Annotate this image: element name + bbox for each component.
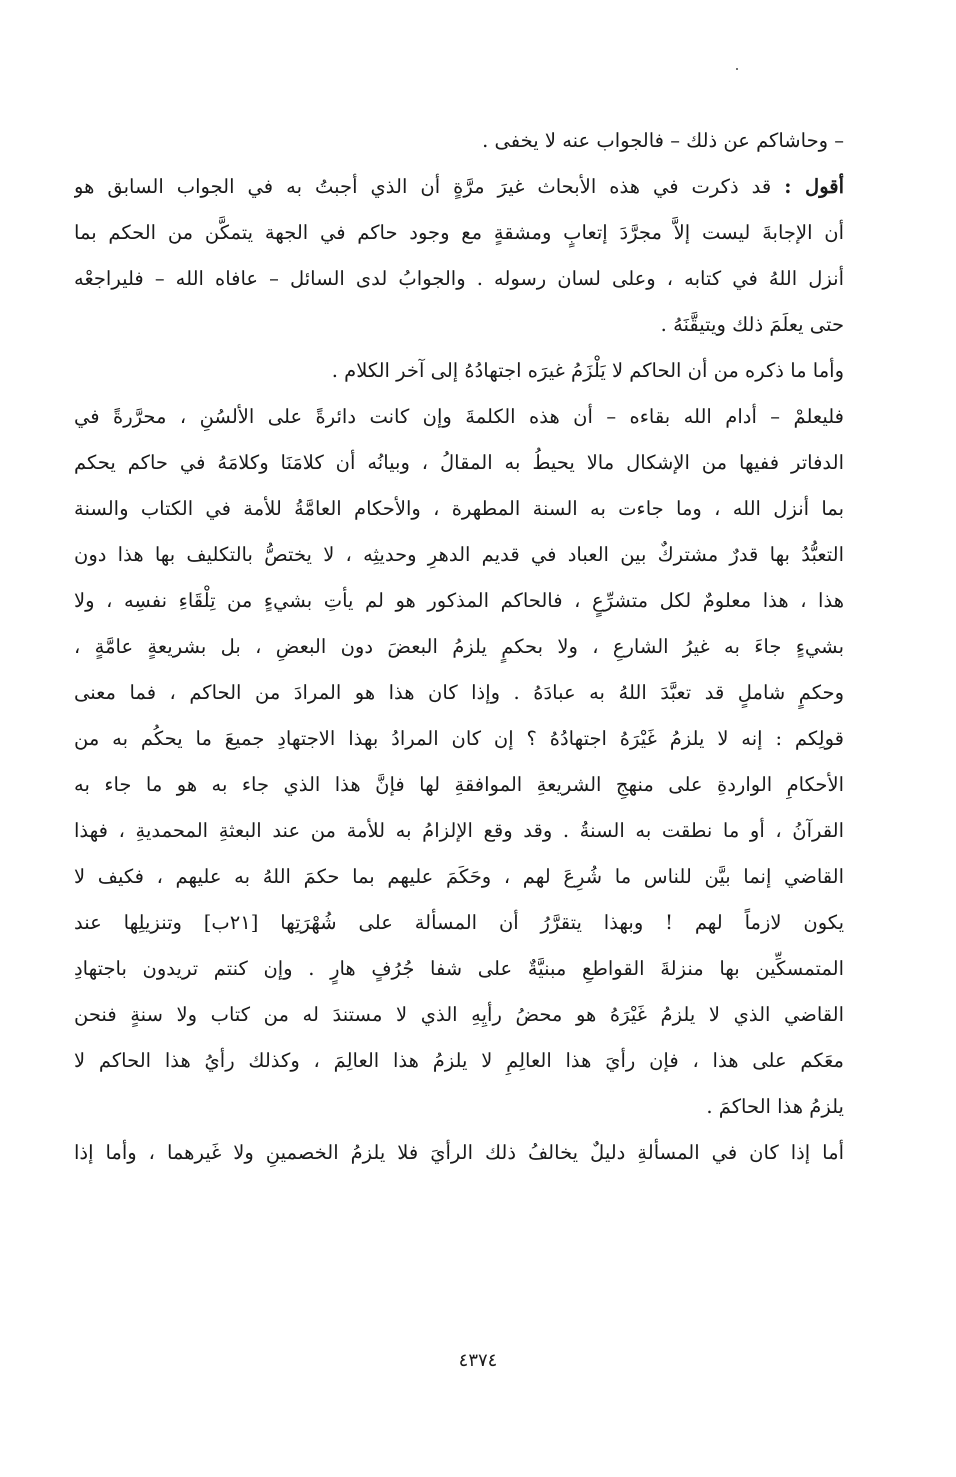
text-line-6: وأما ما ذكره من أن الحاكم لا يَلْزَمُ غيرَه اجتهادُهُ إلى آخر الكلام . (331, 359, 844, 382)
text-line-8: الدفاتر ففيها من الإشكال مالا يحيطُ به المقالُ ، وبيانُه أن كلامَنَا وكلامَهُ في حاكم يحكم (74, 451, 844, 474)
text-line-4: أنزل اللهُ في كتابه ، وعلى لسان رسوله . والجوابُ لدى السائل – عافاه الله – فليراجعْه (74, 267, 844, 290)
text-line-13: وحكمٍ شاملٍ قد تعبَّدَ اللهُ به عبادَهُ . وإذا كان هذا هو المرادَ من الحاكم ، فما معنى (74, 681, 844, 704)
page-number: ٤٣٧٤ (458, 1350, 498, 1371)
text-line-7: فليعلمْ – أدام الله بقاءه – أن هذه الكلمةَ وإن كانت دائرةً على الألسُنِ ، محرَّرةً في (74, 405, 844, 428)
scan-speck (736, 68, 738, 70)
text-line-3: أن الإجابةَ ليست إلاَّ مجرَّدَ إتعابٍ ومشقةٍ مع وجود حاكم في الجهة يتمكَّن من الحكم بما (74, 221, 844, 244)
text-line-19: المتمسكِّين بها منزلةَ القواطعِ مبنيَّةٌ على شفا جُرُفٍ هارٍ . وإن كنتم تريدون باجتهادِ (74, 957, 844, 980)
text-line-9: بما أنزل الله ، وما جاءت به السنة المطهرة ، والأحكام العامَّةُ للأمة في الكتاب والسنة (74, 497, 844, 520)
text-line-21: معَكم على هذا ، فإن رأيَ هذا العالِمِ لا يلزمُ هذا العالِمَ ، وكذلك رأيُ هذا الحاكم لا (74, 1049, 844, 1072)
text-line-16: القرآنُ ، أو ما نطقت به السنةُ . وقد وقع الإلزامُ به للأمة من عند البعثةِ المحمديةِ ، فهذا (74, 819, 844, 842)
text-line-15: الأحكامِ الواردةِ على منهجِ الشريعةِ الموافقةِ لها فإنَّ هذا الذي جاء به هو ما جاء به (74, 773, 844, 796)
text-line-11: هذا ، هذا معلومٌ لكل متشرِّعٍ ، فالحاكم المذكور هو لم يأتِ بشيءٍ من تِلْقَاءِ نفسِه ، ولا (74, 589, 844, 612)
text-line-5: حتى يعلَمَ ذلك ويتيقَّنَهُ . (660, 313, 844, 336)
text-line-17: القاضي إنما بيَّن للناس ما شُرِعَ لهم ، وحَكَمَ عليهم بما حكمَ اللهُ به عليهم ، فكيف لا (74, 865, 844, 888)
text-line-1: – وحاشاكم عن ذلك – فالجواب عنه لا يخفى . (482, 129, 844, 152)
text-line-10: التعبُّدُ بها قدرٌ مشتركٌ بين العباد في قديم الدهرِ وحديثِه ، لا يختصُّ بالتكليف بها هذا دون (74, 543, 844, 566)
text-line-23: أما إذا كان في المسألةِ دليلٌ يخالفُ ذلك الرأيَ فلا يلزمُ الخصمينِ ولا غَيرهما ، وأما إذا (74, 1141, 844, 1164)
text-line-2 (74, 164, 844, 210)
text-line-18: يكون لازماً لهم ! وبهذا يتقرَّرُ أن المسألة على شُهْرَتِها [٢١ب] وتنزيلِها عند (74, 911, 844, 934)
text-line-14: قولِكم : إنه لا يلزمُ غَيْرَهُ اجتهادُهُ ؟ إن كان المرادُ بهذا الاجتهادِ جميعَ ما يحكُم به من (74, 727, 844, 750)
line-lead-word: أقول : (784, 175, 844, 198)
text-line-20: القاضي الذي لا يلزمُ غَيْرَهُ هو محضُ رأيِهِ الذي لا مستندَ له من كتاب ولا سنةٍ فنحن (74, 1003, 844, 1026)
text-line-12: بشيءٍ جاءَ به غيرُ الشارعِ ، ولا بحكمٍ يلزمُ البعضَ دون البعضِ ، بل بشريعةٍ عامَّةٍ ، (74, 635, 844, 658)
body-text (74, 118, 844, 1176)
line-2-rest: قد ذكرت في هذه الأبحاث غيرَ مرَّةٍ أن الذي أجبتُ به في الجواب السابق هو (74, 175, 772, 198)
text-line-22: يلزمُ هذا الحاكمَ . (706, 1095, 844, 1118)
